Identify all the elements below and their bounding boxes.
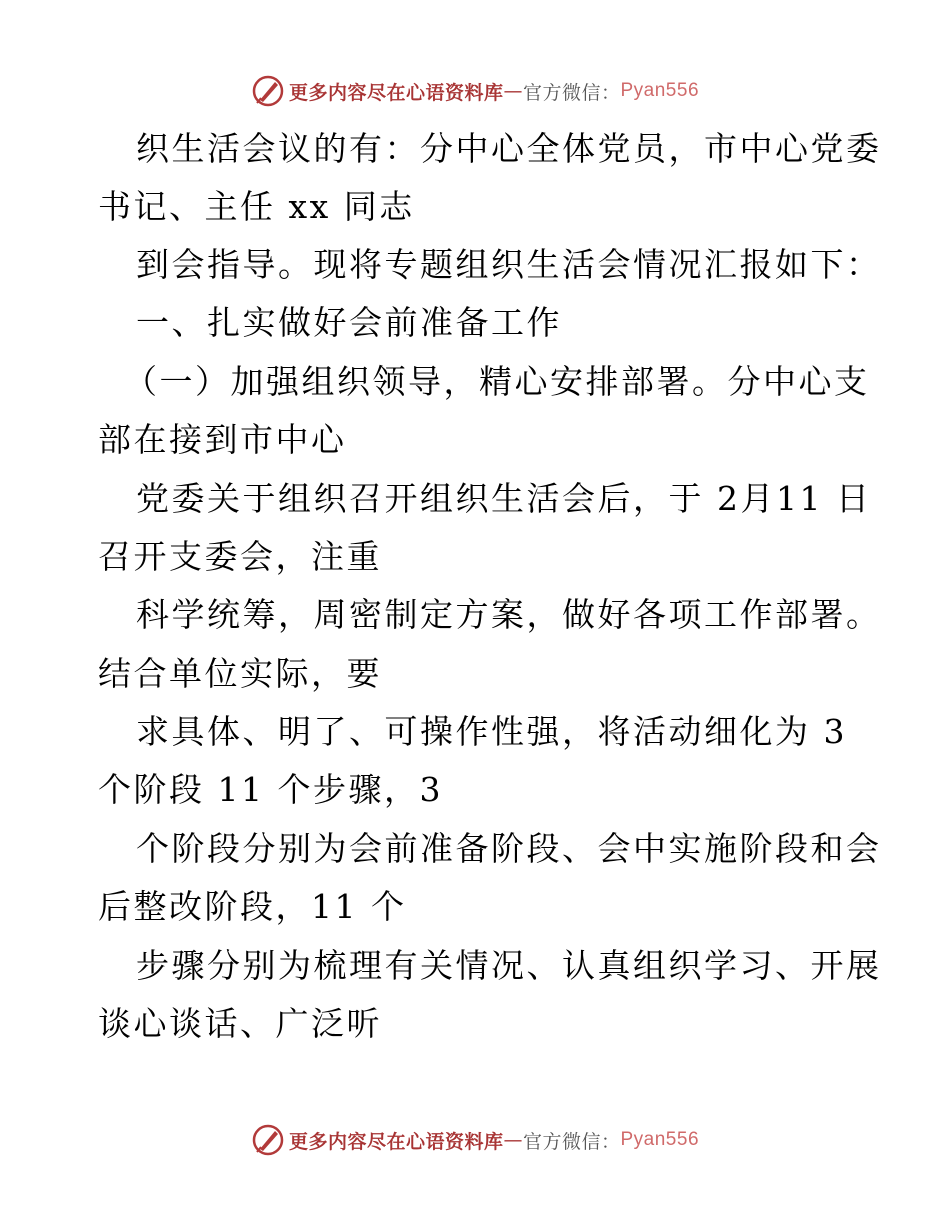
wechat-label: 官方微信：: [522, 1130, 621, 1153]
footer-watermark-banner: [0, 1120, 950, 1160]
text-line: 求具体、明了、可操作性强，将活动细化为 3: [136, 712, 847, 751]
quill-logo-icon: [251, 1123, 285, 1157]
text-line: 个阶段分别为会前准备阶段、会中实施阶段和会: [136, 829, 882, 868]
wechat-id: Pyan556: [620, 80, 700, 101]
text-line: 个阶段 11 个步骤，3: [98, 770, 443, 809]
wechat-label: 官方微信：: [522, 81, 621, 104]
banner-dash: —: [503, 80, 523, 102]
header-watermark-banner: [0, 71, 950, 111]
text-line: 后整改阶段，11 个: [98, 887, 407, 926]
section-heading: 一、扎实做好会前准备工作: [136, 303, 562, 342]
library-text: 更多内容尽在心语资料库: [288, 81, 504, 104]
text-line: 部在接到市中心: [98, 420, 347, 459]
wechat-id: Pyan556: [620, 1129, 700, 1150]
text-line: 科学统筹，周密制定方案，做好各项工作部署。: [136, 595, 882, 634]
text-line: 党委关于组织召开组织生活会后，于 2月11 日: [136, 479, 872, 518]
text-line: 到会指导。现将专题组织生活会情况汇报如下：: [136, 245, 882, 284]
text-line: 召开支委会，注重: [98, 537, 382, 576]
text-line: 织生活会议的有：分中心全体党员，市中心党委: [136, 129, 882, 168]
quill-logo-icon: [251, 74, 285, 108]
text-line: （一）加强组织领导，精心安排部署。分中心支: [124, 362, 870, 401]
banner-dash: —: [503, 1129, 523, 1151]
library-text: 更多内容尽在心语资料库: [288, 1130, 504, 1153]
text-line: 步骤分别为梳理有关情况、认真组织学习、开展: [136, 946, 882, 985]
text-line: 谈心谈话、广泛听: [98, 1004, 382, 1043]
text-line: 书记、主任 xx 同志: [98, 187, 415, 226]
text-line: 结合单位实际，要: [98, 654, 382, 693]
